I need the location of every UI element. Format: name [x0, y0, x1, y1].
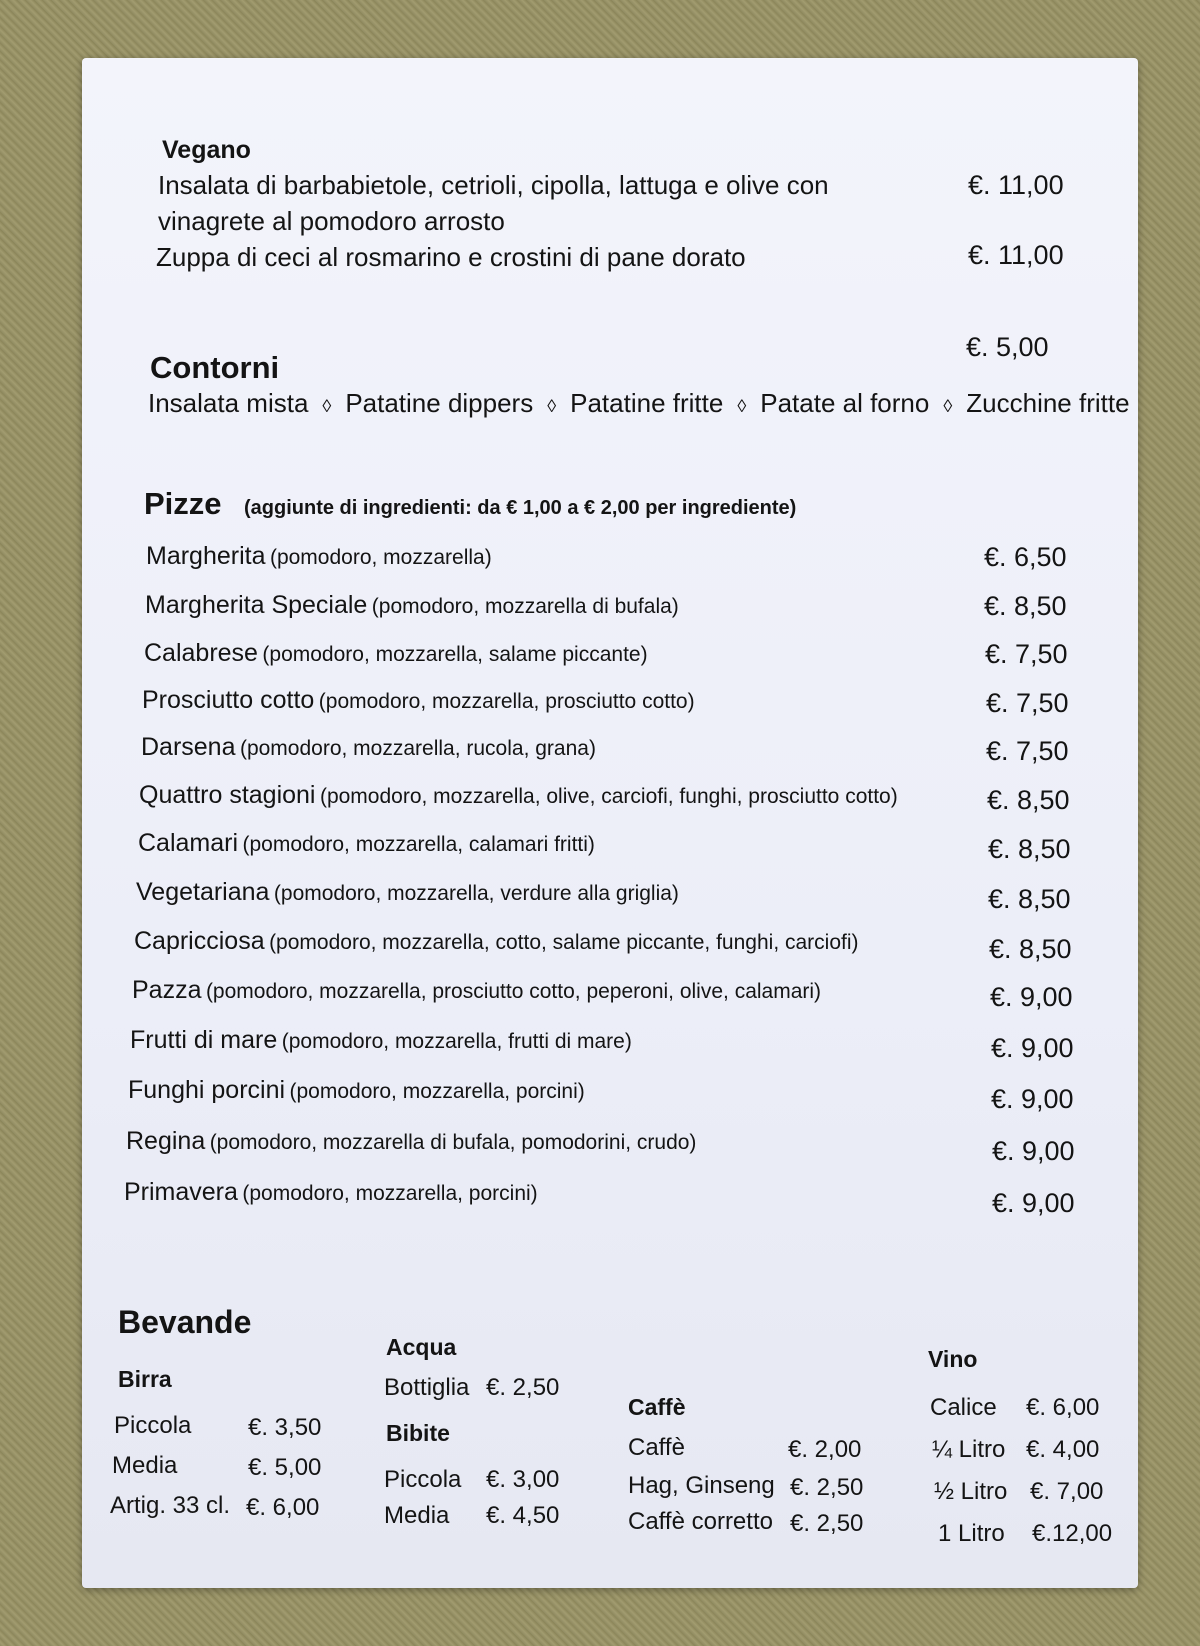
caffe-price: €. 2,00	[788, 1436, 862, 1463]
pizza-row	[144, 639, 648, 668]
caffe-label: Caffè corretto	[628, 1508, 773, 1535]
pizza-row	[132, 976, 821, 1005]
vino-label: 1 Litro	[938, 1520, 1005, 1547]
bibite-label: Piccola	[384, 1466, 462, 1493]
pizza-row	[142, 686, 695, 715]
birra-title: Birra	[118, 1366, 172, 1392]
pizza-ingredients: (pomodoro, mozzarella, calamari fritti)	[242, 833, 595, 856]
pizza-row	[134, 927, 859, 956]
pizza-ingredients: (pomodoro, mozzarella)	[269, 546, 492, 569]
pizza-price: €. 7,50	[986, 688, 1069, 718]
pizza-name: Calamari	[138, 829, 239, 857]
caffe-title: Caffè	[628, 1394, 686, 1420]
pizza-name: Capricciosa	[134, 927, 265, 955]
birra-label: Media	[112, 1452, 178, 1479]
pizza-price: €. 9,00	[992, 1136, 1075, 1166]
pizza-name: Funghi porcini	[128, 1076, 286, 1104]
vegano-item-1-price: €. 11,00	[968, 170, 1064, 200]
pizza-name: Vegetariana	[136, 878, 270, 906]
bibite-title: Bibite	[386, 1420, 450, 1446]
pizza-ingredients: (pomodoro, mozzarella, porcini)	[289, 1080, 585, 1103]
birra-price: €. 5,00	[248, 1454, 322, 1481]
vino-title: Vino	[928, 1346, 978, 1372]
diamond-separator-icon: ◊	[547, 396, 557, 416]
pizza-name: Frutti di mare	[130, 1026, 278, 1054]
pizza-ingredients: (pomodoro, mozzarella, frutti di mare)	[281, 1030, 632, 1053]
pizza-name: Darsena	[141, 733, 236, 761]
pizza-price: €. 8,50	[987, 785, 1070, 815]
pizza-ingredients: (pomodoro, mozzarella, verdure alla griglia)	[273, 882, 679, 905]
pizza-row	[136, 878, 679, 907]
vino-price: €. 4,00	[1026, 1436, 1100, 1463]
pizza-name: Regina	[126, 1127, 206, 1155]
bibite-price: €. 4,50	[486, 1502, 560, 1529]
contorni-title: Contorni	[150, 350, 280, 385]
pizza-row	[128, 1076, 585, 1105]
pizza-price: €. 7,50	[985, 639, 1068, 669]
pizza-ingredients: (pomodoro, mozzarella, cotto, salame piccante, funghi, carciofi)	[269, 931, 859, 954]
bibite-label: Media	[384, 1502, 450, 1529]
pizza-ingredients: (pomodoro, mozzarella di bufala)	[371, 595, 679, 618]
diamond-separator-icon: ◊	[737, 396, 747, 416]
pizza-row	[145, 591, 679, 620]
pizza-price: €. 7,50	[986, 736, 1069, 766]
pizza-ingredients: (pomodoro, mozzarella, rucola, grana)	[239, 737, 596, 760]
vino-label: ½ Litro	[934, 1478, 1008, 1505]
pizze-header	[144, 486, 796, 522]
pizza-price: €. 9,00	[992, 1188, 1075, 1218]
vegano-item-2-price: €. 11,00	[968, 240, 1064, 270]
pizza-name: Quattro stagioni	[139, 781, 316, 809]
vegano-item-2: Zuppa di ceci al rosmarino e crostini di pane dorato	[156, 242, 746, 272]
pizza-name: Margherita	[146, 542, 266, 570]
pizza-ingredients: (pomodoro, mozzarella, prosciutto cotto, peperoni, olive, calamari)	[205, 980, 822, 1003]
pizza-price: €. 8,50	[988, 834, 1071, 864]
contorni-list	[148, 388, 1130, 419]
diamond-separator-icon: ◊	[322, 396, 332, 416]
birra-price: €. 3,50	[248, 1414, 322, 1441]
acqua-title: Acqua	[386, 1334, 457, 1360]
acqua-label: Bottiglia	[384, 1374, 470, 1401]
bevande-title: Bevande	[118, 1304, 252, 1340]
menu-sheet	[82, 58, 1138, 1588]
pizza-name: Primavera	[124, 1178, 238, 1206]
vino-price: €.12,00	[1032, 1520, 1113, 1547]
pizza-row	[124, 1178, 538, 1207]
diamond-separator-icon: ◊	[943, 396, 953, 416]
birra-price: €. 6,00	[246, 1494, 320, 1521]
bibite-price: €. 3,00	[486, 1466, 560, 1493]
contorni-item: Zucchine fritte	[966, 388, 1130, 418]
vino-price: €. 7,00	[1030, 1478, 1104, 1505]
contorni-item: Patatine dippers	[345, 388, 534, 418]
contorni-item: Patate al forno	[760, 388, 930, 418]
caffe-price: €. 2,50	[790, 1474, 864, 1501]
pizza-ingredients: (pomodoro, mozzarella, olive, carciofi, funghi, prosciutto cotto)	[319, 785, 898, 808]
vegano-title: Vegano	[162, 136, 251, 164]
pizza-price: €. 8,50	[989, 934, 1072, 964]
pizza-row	[139, 781, 898, 810]
contorni-item: Patatine fritte	[570, 388, 724, 418]
pizza-row	[130, 1026, 632, 1055]
pizza-row	[141, 733, 596, 762]
caffe-label: Caffè	[628, 1434, 685, 1461]
pizze-title: Pizze	[144, 486, 222, 521]
vegano-item-1-line-1: Insalata di barbabietole, cetrioli, cipolla, lattuga e olive con	[158, 170, 829, 200]
pizza-price: €. 6,50	[984, 542, 1067, 572]
caffe-label: Hag, Ginseng	[628, 1472, 775, 1499]
vino-price: €. 6,00	[1026, 1394, 1100, 1421]
birra-label: Artig. 33 cl.	[110, 1492, 231, 1519]
pizza-ingredients: (pomodoro, mozzarella di bufala, pomodorini, crudo)	[209, 1131, 697, 1154]
pizza-price: €. 9,00	[991, 1033, 1074, 1063]
pizza-row	[146, 542, 492, 571]
pizza-name: Margherita Speciale	[145, 591, 368, 619]
vino-label: ¼ Litro	[932, 1436, 1006, 1463]
contorni-item: Insalata mista	[148, 388, 309, 418]
vino-label: Calice	[930, 1394, 997, 1421]
pizza-ingredients: (pomodoro, mozzarella, porcini)	[242, 1182, 538, 1205]
pizza-name: Prosciutto cotto	[142, 686, 315, 714]
pizza-ingredients: (pomodoro, mozzarella, salame piccante)	[262, 643, 648, 666]
pizza-price: €. 9,00	[990, 982, 1073, 1012]
pizza-row	[138, 829, 595, 858]
pizza-name: Calabrese	[144, 639, 258, 667]
pizza-row	[126, 1127, 696, 1156]
pizza-name: Pazza	[132, 976, 202, 1004]
caffe-price: €. 2,50	[790, 1510, 864, 1537]
pizza-price: €. 8,50	[984, 591, 1067, 621]
pizza-ingredients: (pomodoro, mozzarella, prosciutto cotto)	[318, 690, 695, 713]
acqua-price: €. 2,50	[486, 1374, 560, 1401]
contorni-price: €. 5,00	[966, 332, 1049, 362]
pizze-note: (aggiunte di ingredienti: da € 1,00 a € 2,00 per ingrediente)	[243, 497, 797, 519]
birra-label: Piccola	[114, 1412, 192, 1439]
pizza-price: €. 8,50	[988, 884, 1071, 914]
pizza-price: €. 9,00	[991, 1084, 1074, 1114]
vegano-item-1-line-2: vinagrete al pomodoro arrosto	[158, 206, 505, 236]
